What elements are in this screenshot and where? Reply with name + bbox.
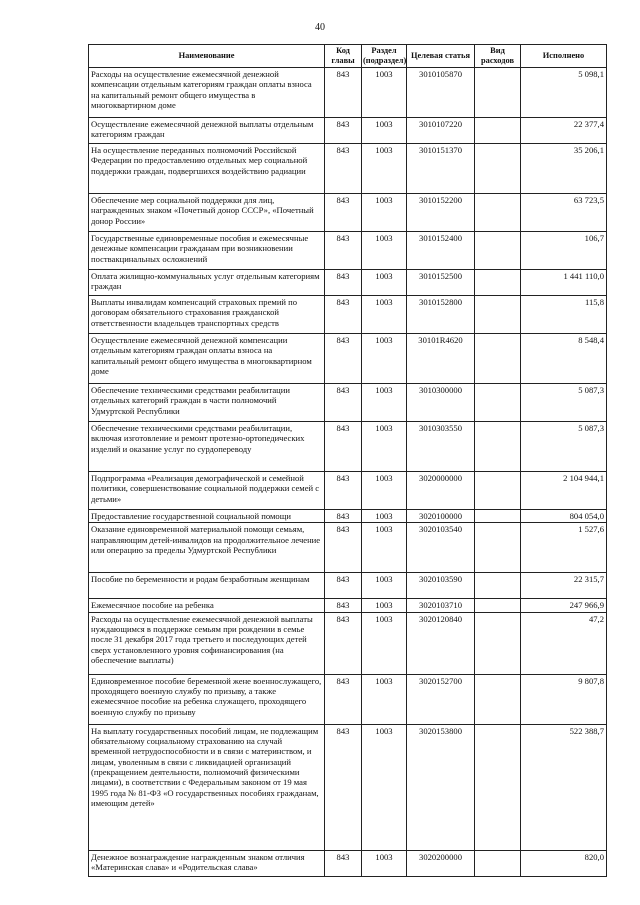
row-code: 843: [325, 573, 362, 599]
row-section: 1003: [362, 270, 407, 296]
row-target: 3020200000: [407, 850, 475, 876]
page-number: 40: [315, 22, 325, 33]
row-section: 1003: [362, 724, 407, 850]
row-type: [475, 612, 521, 674]
row-target: 3010303550: [407, 422, 475, 472]
row-code: 843: [325, 674, 362, 724]
row-code: 843: [325, 724, 362, 850]
row-target: 3020000000: [407, 472, 475, 510]
row-code: 843: [325, 612, 362, 674]
row-type: [475, 472, 521, 510]
row-code: 843: [325, 270, 362, 296]
row-name: Единовременное пособие беременной жене военнослужащего, проходящего военную службу по призыву, а также ежемесячное пособие на ребенка служащего, проходящего военную службу по призыву: [89, 674, 325, 724]
row-amount: 5 087,3: [521, 422, 607, 472]
row-section: 1003: [362, 384, 407, 422]
row-amount: 106,7: [521, 232, 607, 270]
row-code: 843: [325, 422, 362, 472]
row-target: 3010151370: [407, 144, 475, 194]
row-amount: 1 527,6: [521, 523, 607, 573]
row-amount: 22 315,7: [521, 573, 607, 599]
column-header-type: Вид расходов: [475, 45, 521, 68]
table-row: [89, 599, 607, 612]
row-target: 3010300000: [407, 384, 475, 422]
row-name: Пособие по беременности и родам безработным женщинам: [89, 573, 325, 599]
row-type: [475, 270, 521, 296]
row-amount: 47,2: [521, 612, 607, 674]
row-name: Обеспечение техническими средствами реабилитации, включая изготовление и ремонт протезно-ортопедических изделий и оказание услуг по сурдопереводу: [89, 422, 325, 472]
row-type: [475, 68, 521, 118]
row-type: [475, 144, 521, 194]
column-header-code: Код главы: [325, 45, 362, 68]
row-target: 3010105870: [407, 68, 475, 118]
row-target: 3020100000: [407, 510, 475, 523]
row-section: 1003: [362, 510, 407, 523]
table-row: [89, 573, 607, 599]
row-target: 3010152500: [407, 270, 475, 296]
row-target: 3020120840: [407, 612, 475, 674]
row-name: Предоставление государственной социальной помощи: [89, 510, 325, 523]
table-row: [89, 334, 607, 384]
row-amount: 5 098,1: [521, 68, 607, 118]
row-type: [475, 674, 521, 724]
row-code: 843: [325, 510, 362, 523]
table-row: [89, 194, 607, 232]
row-amount: 9 807,8: [521, 674, 607, 724]
table-row: [89, 674, 607, 724]
expenditure-table: [88, 44, 607, 877]
table-row: [89, 118, 607, 144]
row-name: Осуществление ежемесячной денежной компенсации отдельным категориям граждан оплаты взноса на капитальный ремонт общего имущества в многоквартирном доме: [89, 334, 325, 384]
row-section: 1003: [362, 296, 407, 334]
row-section: 1003: [362, 599, 407, 612]
row-name: Оказание единовременной материальной помощи семьям, направляющим детей-инвалидов на продолжительное лечение или операцию за пределы Удмуртской Республики: [89, 523, 325, 573]
table-row: [89, 472, 607, 510]
table-row: [89, 523, 607, 573]
row-section: 1003: [362, 144, 407, 194]
row-target: 3010107220: [407, 118, 475, 144]
row-amount: 804 054,0: [521, 510, 607, 523]
row-type: [475, 850, 521, 876]
row-type: [475, 194, 521, 232]
row-section: 1003: [362, 850, 407, 876]
row-section: 1003: [362, 573, 407, 599]
table-row: [89, 296, 607, 334]
row-name: Расходы на осуществление ежемесячной денежной выплаты нуждающимся в поддержке семьям при рождении в семье после 31 декабря 2017 года третьего и последующих детей сверх установленного уровня софинансирования (на обеспечение выплаты): [89, 612, 325, 674]
row-type: [475, 384, 521, 422]
row-amount: 22 377,4: [521, 118, 607, 144]
row-name: Денежное вознаграждение награжденным знаком отличия «Материнская слава» и «Родительская слава»: [89, 850, 325, 876]
row-type: [475, 334, 521, 384]
row-code: 843: [325, 472, 362, 510]
row-type: [475, 118, 521, 144]
row-amount: 5 087,3: [521, 384, 607, 422]
row-name: Осуществление ежемесячной денежной выплаты отдельным категориям граждан: [89, 118, 325, 144]
row-target: 30101R4620: [407, 334, 475, 384]
row-name: Обеспечение мер социальной поддержки для лиц, награжденных знаком «Почетный донор СССР», «Почетный донор России»: [89, 194, 325, 232]
table-row: [89, 612, 607, 674]
row-name: На выплату государственных пособий лицам, не подлежащим обязательному социальному страхованию на случай временной нетрудоспособности и в связи с материнством, и лицам, уволенным в связи с ликвидацией организаций (прекращением деятельности, полномочий физическими лицами), в соответствии с Федеральным законом от 19 мая 1995 года № 81-ФЗ «О государственных пособиях гражданам, имеющим детей»: [89, 724, 325, 850]
row-type: [475, 510, 521, 523]
row-section: 1003: [362, 194, 407, 232]
row-name: Оплата жилищно-коммунальных услуг отдельным категориям граждан: [89, 270, 325, 296]
row-target: 3020103540: [407, 523, 475, 573]
table-row: [89, 144, 607, 194]
row-type: [475, 296, 521, 334]
row-code: 843: [325, 384, 362, 422]
row-name: Ежемесячное пособие на ребенка: [89, 599, 325, 612]
row-name: Выплаты инвалидам компенсаций страховых премий по договорам обязательного страхования гражданской ответственности владельцев транспортных средств: [89, 296, 325, 334]
row-amount: 1 441 110,0: [521, 270, 607, 296]
row-target: 3020152700: [407, 674, 475, 724]
row-section: 1003: [362, 232, 407, 270]
table-row: [89, 232, 607, 270]
row-code: 843: [325, 296, 362, 334]
row-code: 843: [325, 523, 362, 573]
table-row: [89, 724, 607, 850]
row-section: 1003: [362, 674, 407, 724]
row-name: Подпрограмма «Реализация демографической и семейной политики, совершенствование социальной поддержки семей с детьми»: [89, 472, 325, 510]
row-code: 843: [325, 232, 362, 270]
row-section: 1003: [362, 523, 407, 573]
row-type: [475, 724, 521, 850]
row-name: На осуществление переданных полномочий Российской Федерации по предоставлению отдельных мер социальной поддержки граждан, подвергшихся воздействию радиации: [89, 144, 325, 194]
row-type: [475, 573, 521, 599]
row-section: 1003: [362, 422, 407, 472]
column-header-name: Наименование: [89, 45, 325, 68]
row-type: [475, 422, 521, 472]
row-amount: 247 966,9: [521, 599, 607, 612]
row-name: Расходы на осуществление ежемесячной денежной компенсации отдельным категориям граждан оплаты взноса на капитальный ремонт общего имущества в многоквартирном доме: [89, 68, 325, 118]
row-target: 3010152400: [407, 232, 475, 270]
row-amount: 820,0: [521, 850, 607, 876]
row-code: 843: [325, 194, 362, 232]
row-type: [475, 232, 521, 270]
row-section: 1003: [362, 472, 407, 510]
table-row: [89, 68, 607, 118]
row-target: 3010152800: [407, 296, 475, 334]
row-code: 843: [325, 334, 362, 384]
table-row: [89, 384, 607, 422]
row-type: [475, 599, 521, 612]
row-amount: 63 723,5: [521, 194, 607, 232]
row-amount: 115,8: [521, 296, 607, 334]
row-amount: 2 104 944,1: [521, 472, 607, 510]
row-target: 3010152200: [407, 194, 475, 232]
column-header-amount: Исполнено: [521, 45, 607, 68]
row-code: 843: [325, 68, 362, 118]
row-section: 1003: [362, 68, 407, 118]
row-type: [475, 523, 521, 573]
table-row: [89, 510, 607, 523]
row-name: Обеспечение техническими средствами реабилитации отдельных категорий граждан в части полномочий Удмуртской Республики: [89, 384, 325, 422]
column-header-section: Раздел (подраздел): [362, 45, 407, 68]
table-row: [89, 270, 607, 296]
row-amount: 35 206,1: [521, 144, 607, 194]
row-code: 843: [325, 599, 362, 612]
column-header-target: Целевая статья: [407, 45, 475, 68]
row-target: 3020153800: [407, 724, 475, 850]
row-section: 1003: [362, 118, 407, 144]
table-row: [89, 422, 607, 472]
row-name: Государственные единовременные пособия и ежемесячные денежные компенсации гражданам при возникновении поствакцинальных осложнений: [89, 232, 325, 270]
table-row: [89, 850, 607, 876]
row-code: 843: [325, 118, 362, 144]
table-header-row: [89, 45, 607, 68]
row-section: 1003: [362, 334, 407, 384]
row-section: 1003: [362, 612, 407, 674]
row-target: 3020103710: [407, 599, 475, 612]
row-code: 843: [325, 144, 362, 194]
row-code: 843: [325, 850, 362, 876]
row-amount: 8 548,4: [521, 334, 607, 384]
row-target: 3020103590: [407, 573, 475, 599]
row-amount: 522 388,7: [521, 724, 607, 850]
